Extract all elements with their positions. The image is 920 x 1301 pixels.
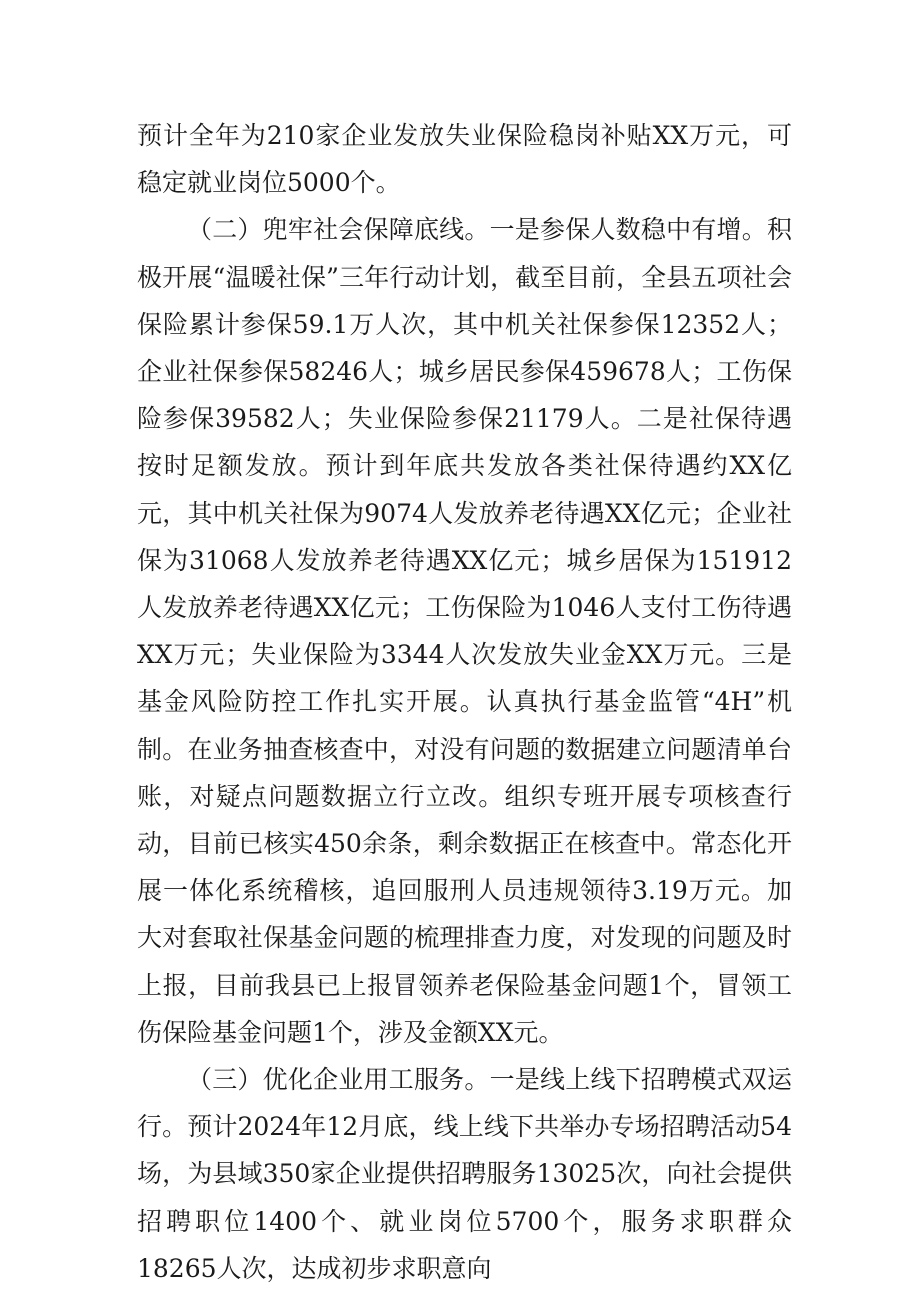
paragraph-employment-service: （三）优化企业用工服务。一是线上线下招聘模式双运行。预计2024年12月底，线上线下共举办专场招聘活动54场，为县域350家企业提供招聘服务13025次，向社会提供招聘职位1400个、就业岗位5700个，服务求职群众18265人次，达成初步求职意向 xyxy=(137,1065,792,1283)
paragraph-social-security: （二）兜牢社会保障底线。一是参保人数稳中有增。积极开展“温暖社保”三年行动计划，截至目前，全县五项社会保险累计参保59.1万人次，其中机关社保参保12352人；企业社保参保58246人；城乡居民参保459678人；工伤保险参保39582人；失业保险参保21179人。二是社保待遇按时足额发放。预计到年底共发放各类社保待遇约XX亿元，其中机关社保为9074人发放养老待遇XX亿元；企业社保为31068人发放养老待遇XX亿元；城乡居保为151912人发放养老待遇XX亿元；工伤保险为1046人支付工伤待遇XX万元；失业保险为3344人次发放失业金XX万元。三是基金风险防控工作扎实开展。认真执行基金监管“4H”机制。在业务抽查核查中，对没有问题的数据建立问题清单台账，对疑点问题数据立行立改。组织专班开展专项核查行动，目前已核实450余条，剩余数据正在核查中。常态化开展一体化系统稽核，追回服刑人员违规领待3.19万元。加大对套取社保基金问题的梳理排查力度，对发现的问题及时上报，目前我县已上报冒领养老保险基金问题1个，冒领工伤保险基金问题1个，涉及金额XX元。 xyxy=(137,215,792,1047)
paragraph-continuation: 预计全年为210家企业发放失业保险稳岗补贴XX万元，可稳定就业岗位5000个。 xyxy=(137,121,792,198)
document-body xyxy=(137,112,792,1292)
